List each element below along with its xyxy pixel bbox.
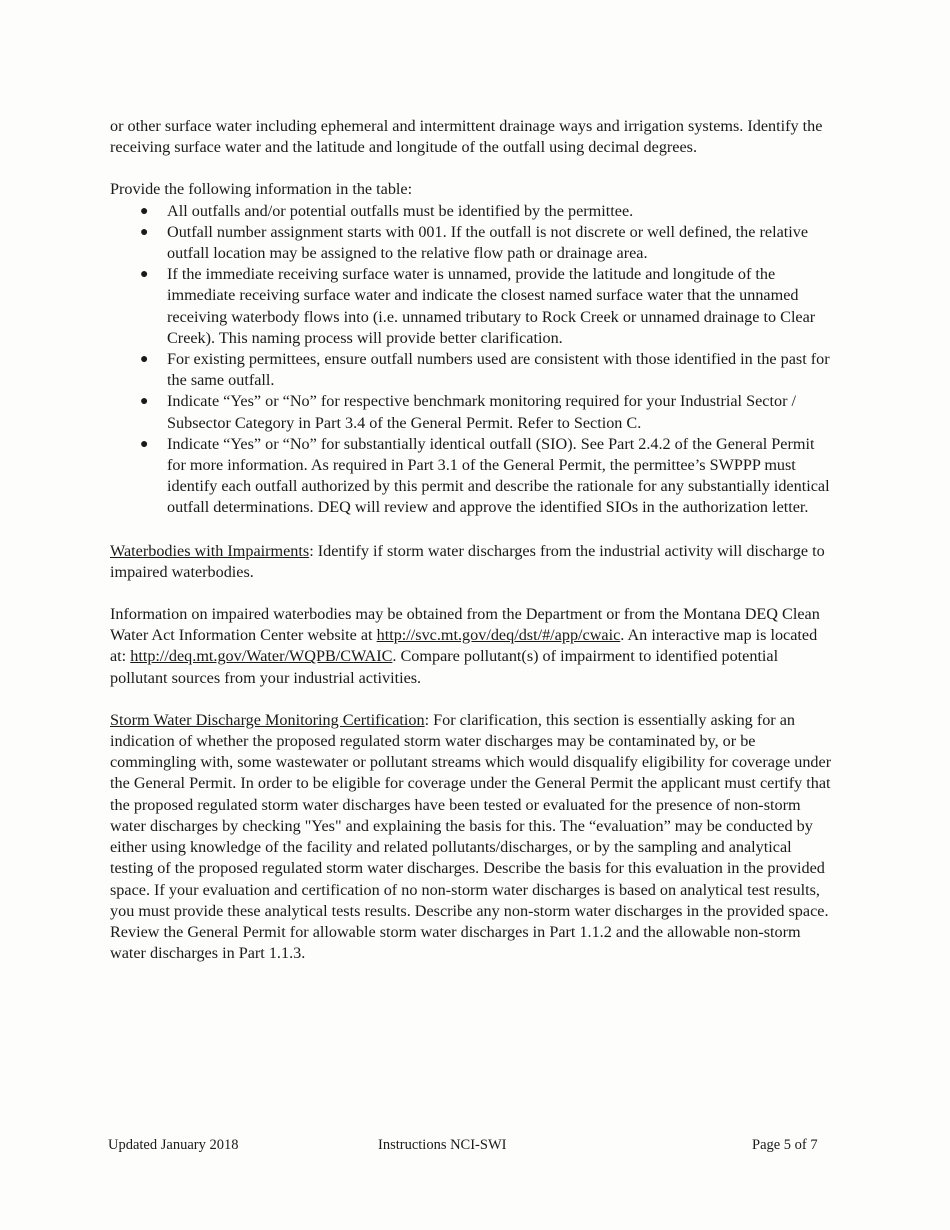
cwaic-website-link[interactable]: http://svc.mt.gov/deq/dst/#/app/cwaic — [376, 626, 621, 645]
document-body — [110, 116, 835, 964]
list-item — [140, 434, 835, 519]
footer-updated: Updated January 2018 — [108, 1137, 239, 1153]
impairments-text: : Identify if storm water discharges from the industrial activity will discharge to impaired waterbodies. — [110, 541, 825, 581]
certification-text: : For clarification, this section is essentially asking for an indication of whether the proposed regulated storm water discharges may be contaminated by, or be commingling with, some wastewater or pollutant streams which would disqualify eligibility for coverage under the General Permit. In order to be eligible for coverage under the General Permit the applicant must certify that the proposed regulated storm water discharges have been tested or evaluated for the presence of non-storm water discharges by checking "Yes" and explaining the basis for this. The “evaluation” may be conducted by either using knowledge of the facility and related pollutants/discharges, or by the sampling and analytical testing of the proposed regulated storm water discharges. Describe the basis for this evaluation in the provided space. If your evaluation and certification of no non-storm water discharges is based on analytical test results, you must provide these analytical tests results. Describe any non-storm water discharges in the provided space. Review the General Permit for allowable storm water discharges in Part 1.1.2 and the allowable non-storm water discharges in Part 1.1.3. — [110, 710, 832, 963]
list-item — [140, 349, 835, 391]
impairments-section — [110, 541, 835, 583]
bullet-icon: ● — [140, 224, 149, 240]
info-text-1: Information on impaired waterbodies may be obtained from the Department or from the Montana DEQ Clean Water Act Information Center website at — [110, 605, 820, 645]
list-item-text: Indicate “Yes” or “No” for substantially identical outfall (SIO). See Part 2.4.2 of the General Permit for more information. As required in Part 3.1 of the General Permit, the permittee’s SWPPP must identify each outfall authorized by this permit and describe the rationale for any substantially identical outfall determinations. DEQ will review and approve the identified SIOs in the authorization letter. — [167, 434, 830, 517]
list-item-text: For existing permittees, ensure outfall numbers used are consistent with those identified in the past for the same outfall. — [167, 350, 830, 390]
impairments-heading: Waterbodies with Impairments — [110, 541, 310, 560]
bullet-icon: ● — [140, 394, 149, 410]
info-section — [110, 604, 835, 689]
list-item-text: Outfall number assignment starts with 001. If the outfall is not discrete or well defined, the relative outfall location may be assigned to the relative flow path or drainage area. — [167, 222, 809, 263]
list-item-text: All outfalls and/or potential outfalls must be identified by the permittee. — [167, 201, 634, 220]
bullet-icon: ● — [140, 352, 149, 368]
info-text-3: . Compare pollutant(s) of impairment to identified potential pollutant sources from your industrial activities. — [110, 647, 779, 687]
list-item — [140, 391, 835, 433]
provide-heading: Provide the following information in the table: — [110, 180, 413, 199]
bullet-icon: ● — [140, 436, 149, 452]
list-item-text: Indicate “Yes” or “No” for respective benchmark monitoring required for your Industrial Sector / Subsector Category in Part 3.4 of the General Permit. Refer to Section C. — [167, 392, 797, 432]
list-item-text: If the immediate receiving surface water is unnamed, provide the latitude and longitude of the immediate receiving surface water and indicate the closest named surface water that the unnamed receiving waterbody flows into (i.e. unnamed tributary to Rock Creek or unnamed drainage to Clear Creek). This naming process will provide better clarification. — [167, 265, 816, 347]
list-item — [140, 222, 835, 264]
certification-heading: Storm Water Discharge Monitoring Certification — [110, 710, 425, 729]
footer-doc-id: Instructions NCI-SWI — [378, 1137, 507, 1153]
bullet-icon: ● — [140, 267, 149, 283]
interactive-map-link[interactable]: http://deq.mt.gov/Water/WQPB/CWAIC — [130, 647, 393, 666]
bullet-icon: ● — [140, 203, 149, 219]
list-item — [140, 201, 835, 222]
footer-page-number: Page 5 of 7 — [752, 1137, 818, 1153]
info-text-2: . An interactive map is located at: — [110, 626, 818, 666]
intro-paragraph: or other surface water including ephemeral and intermittent drainage ways and irrigation systems. Identify the receiving surface water and the latitude and longitude of the outfall using decimal degrees. — [110, 117, 823, 157]
instruction-list — [110, 201, 835, 519]
certification-section — [110, 710, 835, 964]
list-item — [140, 264, 835, 349]
